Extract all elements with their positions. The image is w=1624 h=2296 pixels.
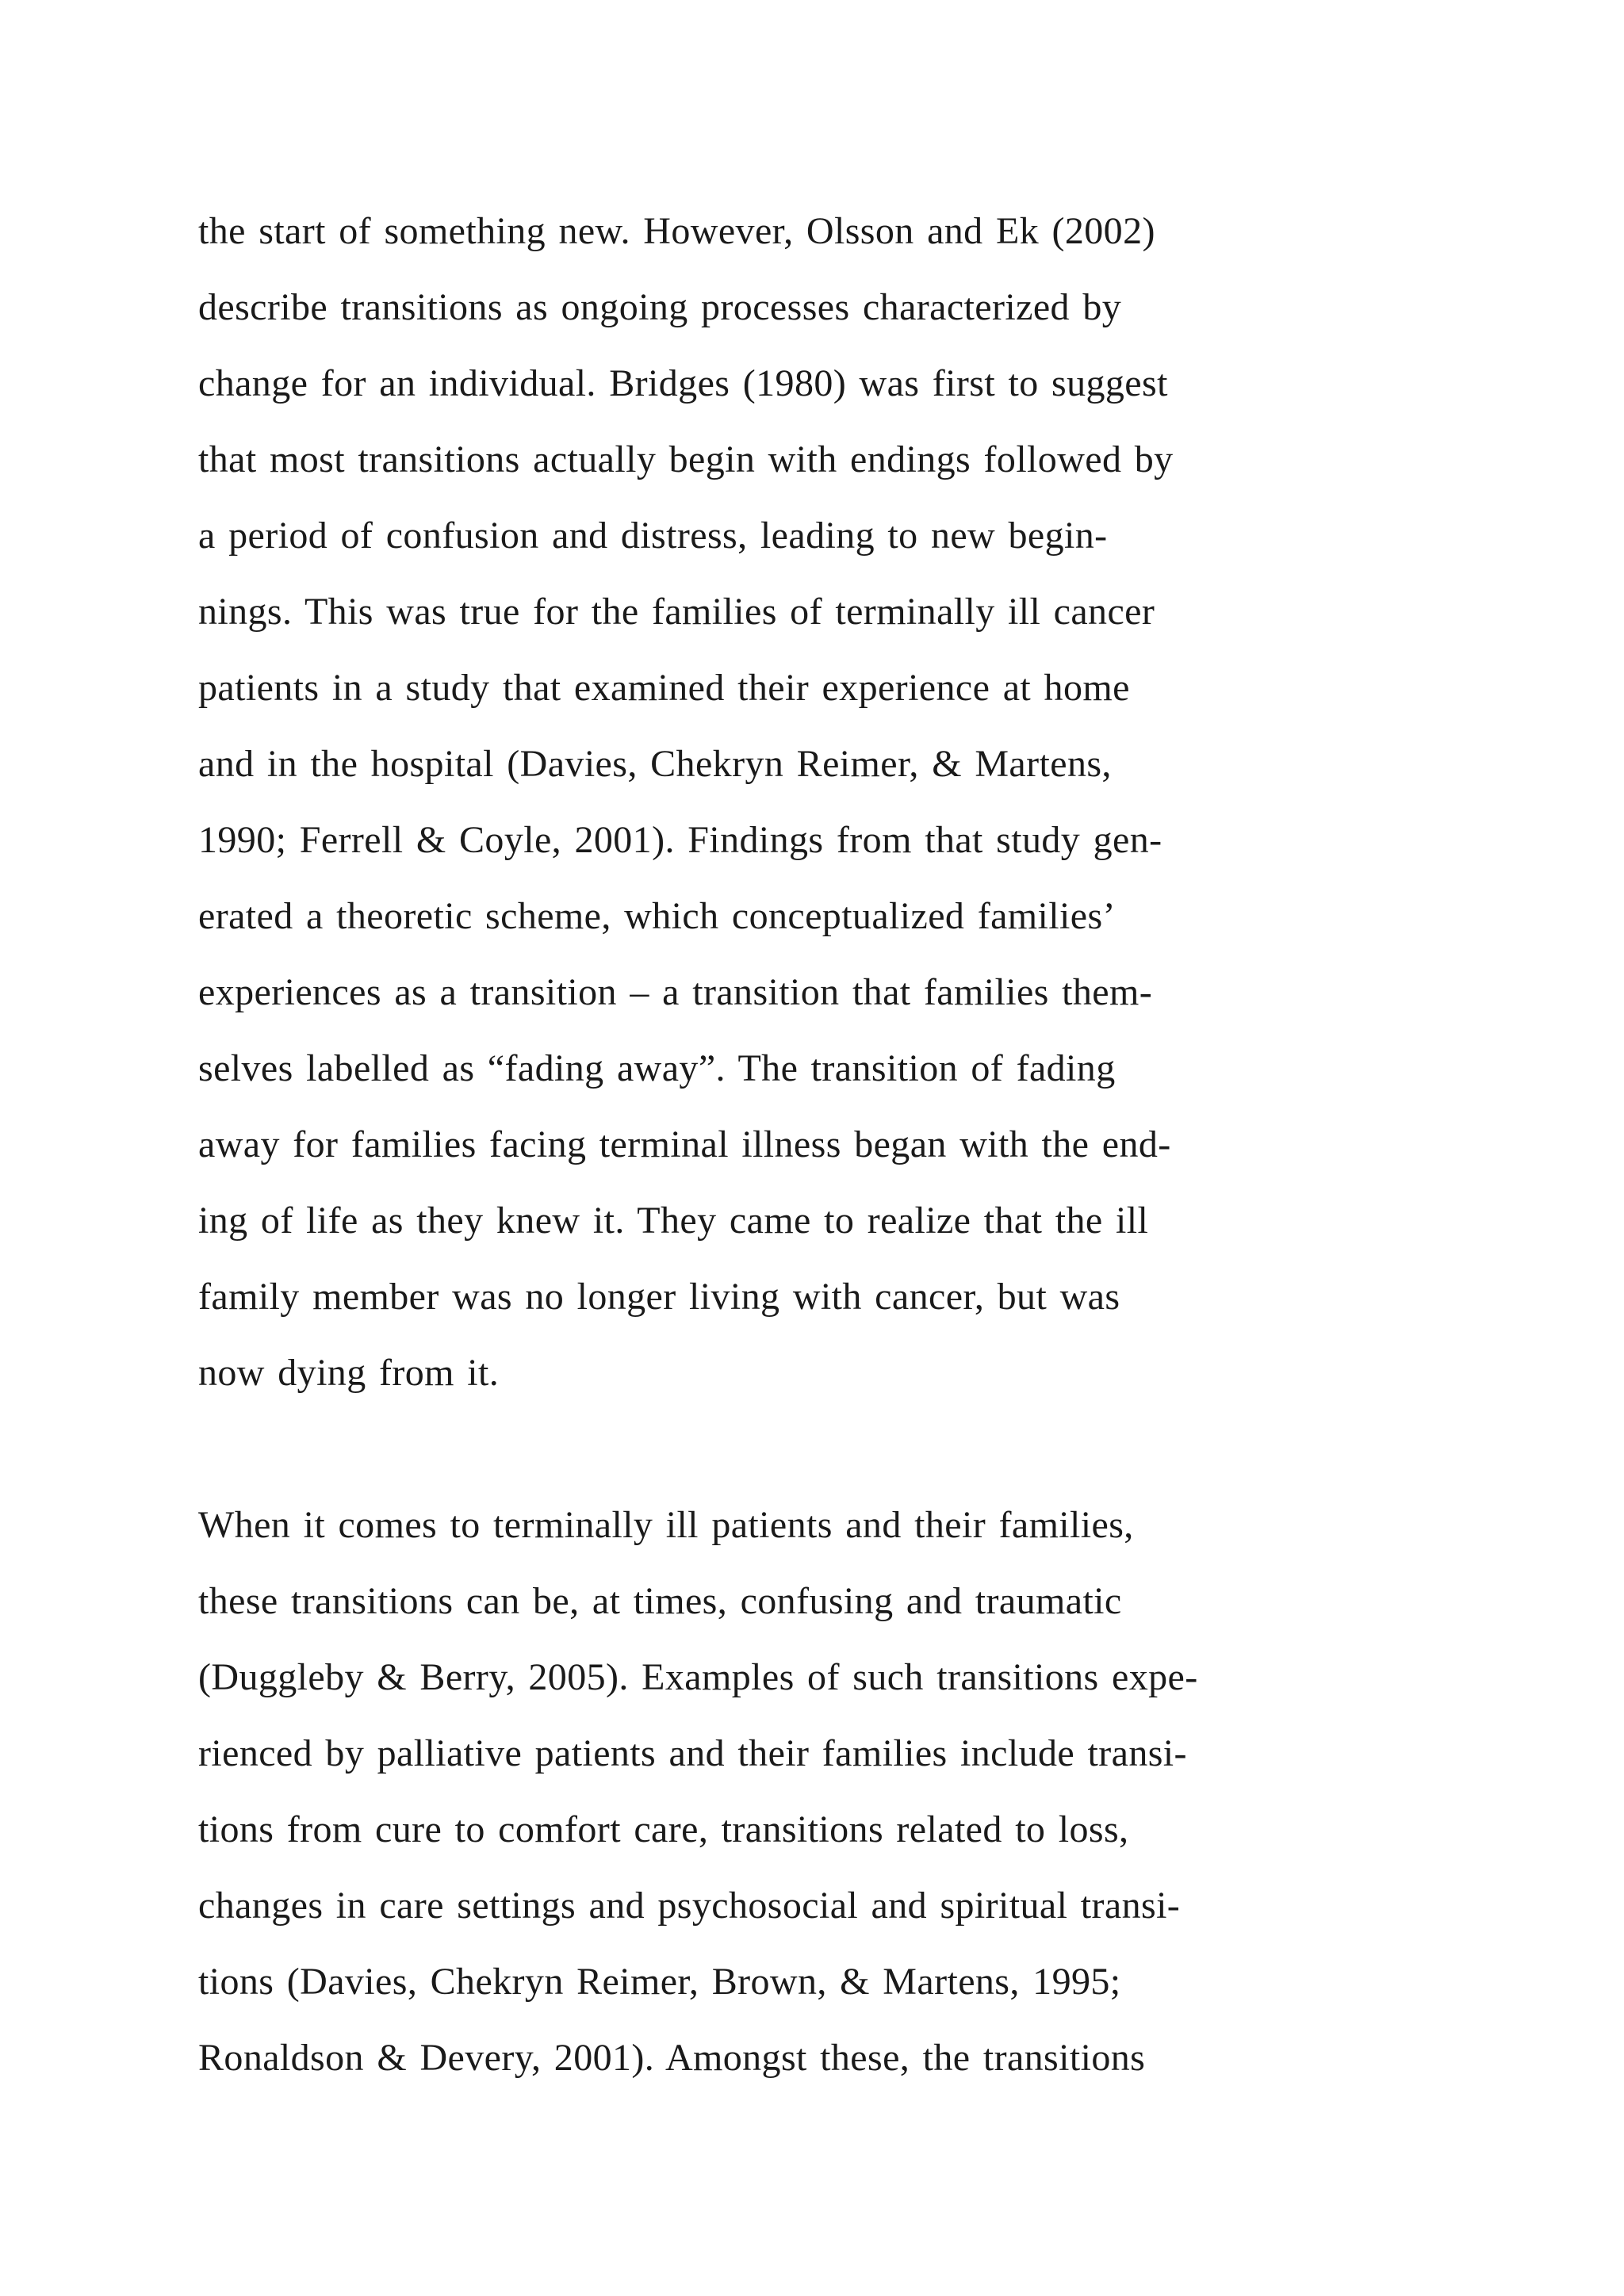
text-line: ing of life as they knew it. They came to realize that the ill	[198, 1200, 1149, 1242]
text-line: the start of something new. However, Olsson and Ek (2002)	[198, 210, 1155, 252]
text-line: changes in care settings and psychosocial and spiritual transi-	[198, 1885, 1181, 1927]
text-line: away for families facing terminal illness began with the end-	[198, 1123, 1171, 1165]
text-line: a period of confusion and distress, leading to new begin-	[198, 515, 1108, 557]
text-line: rienced by palliative patients and their families include transi-	[198, 1732, 1187, 1774]
text-line: these transitions can be, at times, confusing and traumatic	[198, 1580, 1122, 1622]
text-line: now dying from it.	[198, 1352, 500, 1394]
text-line: nings. This was true for the families of terminally ill cancer	[198, 591, 1155, 633]
text-line: change for an individual. Bridges (1980) was first to suggest	[198, 362, 1168, 404]
text-line: tions (Davies, Chekryn Reimer, Brown, & Martens, 1995;	[198, 1961, 1121, 2003]
text-line: that most transitions actually begin with endings followed by	[198, 438, 1174, 480]
paragraph-2	[198, 1487, 1435, 2096]
text-line: 1990; Ferrell & Coyle, 2001). Findings from that study gen-	[198, 819, 1162, 861]
text-line: selves labelled as “fading away”. The transition of fading	[198, 1047, 1116, 1089]
text-line: describe transitions as ongoing processes characterized by	[198, 286, 1122, 328]
text-line: (Duggleby & Berry, 2005). Examples of such transitions expe-	[198, 1656, 1198, 1698]
text-line: family member was no longer living with cancer, but was	[198, 1276, 1120, 1318]
text-line: When it comes to terminally ill patients and their families,	[198, 1504, 1134, 1546]
text-line: patients in a study that examined their experience at home	[198, 667, 1130, 709]
text-line: experiences as a transition – a transition that families them-	[198, 971, 1153, 1013]
text-line: Ronaldson & Devery, 2001). Amongst these, the transitions	[198, 2037, 1146, 2079]
text-line: tions from cure to comfort care, transitions related to loss,	[198, 1808, 1129, 1850]
text-line: erated a theoretic scheme, which conceptualized families’	[198, 895, 1116, 937]
text-line: and in the hospital (Davies, Chekryn Reimer, & Martens,	[198, 743, 1112, 785]
paragraph-1	[198, 193, 1435, 1411]
